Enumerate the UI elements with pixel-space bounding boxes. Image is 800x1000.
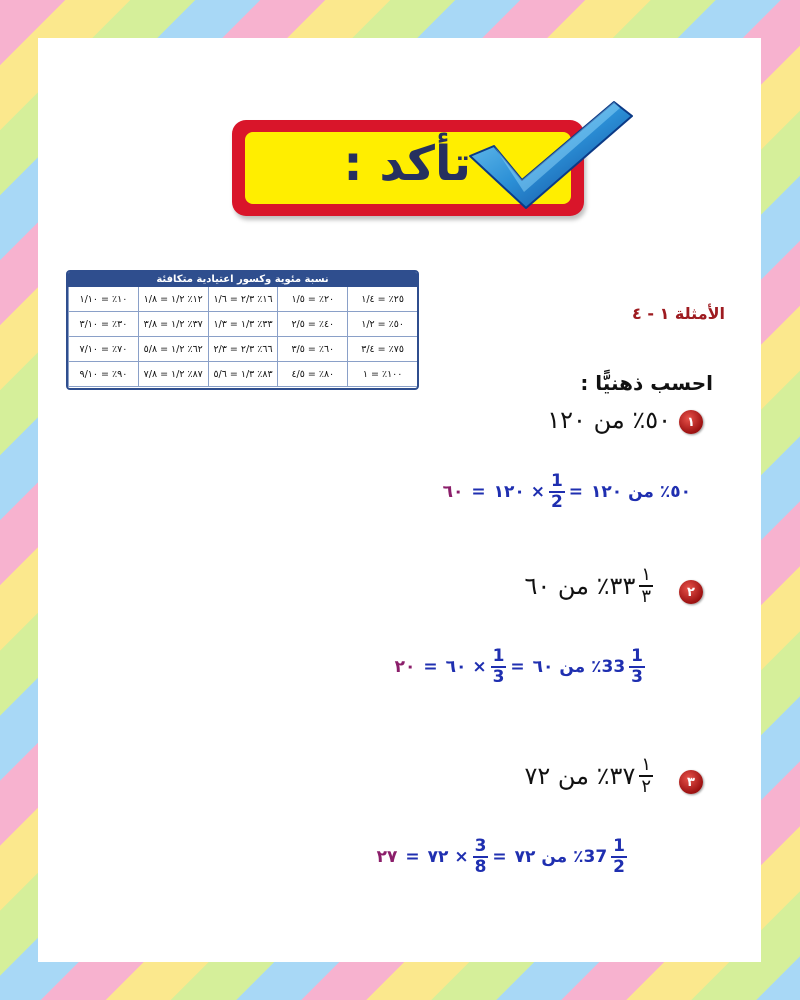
mixed-whole: 33 (601, 657, 626, 677)
mixed-fraction (611, 838, 627, 876)
mixed-whole: 37 (583, 847, 608, 867)
fraction-numerator: 3 (474, 836, 487, 856)
mixed-fraction (629, 648, 645, 686)
solution-times: × ١٢٠ (493, 482, 545, 502)
equals-sign: = (405, 847, 420, 867)
table-cell: ٦٦٪ ٢/٣ = ٢/٣ (208, 337, 278, 362)
table-cell: ٩٠٪ = ٩/١٠ (68, 362, 138, 387)
fraction-numerator: 1 (613, 836, 625, 856)
problem-main-text: ٣٧٪ من ٧٢ (524, 762, 636, 790)
table-cell: ٤٠٪ = ٢/٥ (277, 312, 347, 337)
problem-3-text (524, 756, 657, 796)
solution-lhs: ٥٠٪ من ١٢٠ (591, 482, 691, 502)
table-cell: ٣٣٪ ١/٣ = ١/٣ (208, 312, 278, 337)
solution-fraction (491, 648, 507, 686)
page-title: تأكد : (343, 136, 471, 192)
table-cell: ١٠٠٪ = ١ (347, 362, 417, 387)
solution-fraction (473, 838, 489, 876)
solution-lhs: ٪ من ٦٠ (532, 657, 602, 677)
table-cell: ٣٧٪ ١/٢ = ٣/٨ (138, 312, 208, 337)
checkmark-icon (464, 96, 636, 214)
fraction-numerator: 1 (550, 471, 563, 491)
equals-sign: = (471, 482, 486, 502)
table-cell: ٣٠٪ = ٣/١٠ (68, 312, 138, 337)
problem-2-text (524, 566, 657, 606)
fraction-denominator: 3 (492, 667, 505, 687)
table-cell: ١٢٪ ١/٢ = ١/٨ (138, 287, 208, 312)
table-cell: ٢٥٪ = ١/٤ (347, 287, 417, 312)
solution-result: ٢٠ (394, 657, 416, 677)
fraction-denominator: ٣ (641, 586, 651, 607)
problem-1-text: ٥٠٪ من ١٢٠ (547, 406, 671, 434)
solution-times: × ٧٢ (427, 847, 469, 867)
equals-sign: = (510, 657, 525, 677)
problem-fraction (639, 756, 653, 796)
problem-number-badge: ١ (679, 410, 703, 434)
fraction-numerator: 1 (631, 646, 643, 666)
solution-times: × ٦٠ (445, 657, 487, 677)
table-title: نسبة مئوية وكسور اعتيادية متكافئة (68, 272, 417, 287)
solution-lhs: ٪ من ٧٢ (514, 847, 584, 867)
table-cell: ٦٢٪ ١/٢ = ٥/٨ (138, 337, 208, 362)
solution-result: ٦٠ (442, 482, 464, 502)
solution-mixed-number (601, 648, 649, 686)
fraction-numerator: 1 (492, 646, 505, 666)
solution-result: ٢٧ (376, 847, 398, 867)
table-grid (68, 287, 417, 387)
fraction-denominator: 2 (550, 492, 563, 512)
equals-sign: = (423, 657, 438, 677)
fraction-denominator: 8 (474, 857, 487, 877)
problem-3-solution (377, 838, 631, 876)
equals-sign: = (492, 847, 507, 867)
table-cell: ٨٠٪ = ٤/٥ (277, 362, 347, 387)
table-cell: ٢٠٪ = ١/٥ (277, 287, 347, 312)
table-cell: ١٦٪ ٢/٣ = ١/٦ (208, 287, 278, 312)
table-cell: ٧٠٪ = ٧/١٠ (68, 337, 138, 362)
instruction-text: احسب ذهنيًّا : (580, 371, 713, 395)
fraction-numerator: ١ (641, 564, 651, 585)
solution-fraction (549, 473, 565, 511)
table-cell: ٦٠٪ = ٣/٥ (277, 337, 347, 362)
fraction-numerator: ١ (641, 754, 651, 775)
fraction-denominator: ٢ (641, 776, 651, 797)
table-cell: ٨٧٪ ١/٢ = ٧/٨ (138, 362, 208, 387)
problem-number-badge: ٢ (679, 580, 703, 604)
table-cell: ٨٣٪ ١/٣ = ٥/٦ (208, 362, 278, 387)
solution-mixed-number (583, 838, 631, 876)
equivalents-table (66, 270, 419, 390)
table-cell: ٥٠٪ = ١/٢ (347, 312, 417, 337)
equals-sign: = (568, 482, 584, 502)
problem-fraction (639, 566, 653, 606)
fraction-denominator: 3 (631, 667, 643, 687)
problem-main-text: ٣٣٪ من ٦٠ (524, 572, 636, 600)
section-label: الأمثلة ١ - ٤ (632, 304, 725, 323)
fraction-denominator: 2 (613, 857, 625, 877)
problem-2-solution (395, 648, 649, 686)
worksheet-page (38, 38, 761, 962)
problem-1-solution (443, 473, 691, 511)
table-cell: ٧٥٪ = ٣/٤ (347, 337, 417, 362)
problem-number-badge: ٣ (679, 770, 703, 794)
table-cell: ١٠٪ = ١/١٠ (68, 287, 138, 312)
